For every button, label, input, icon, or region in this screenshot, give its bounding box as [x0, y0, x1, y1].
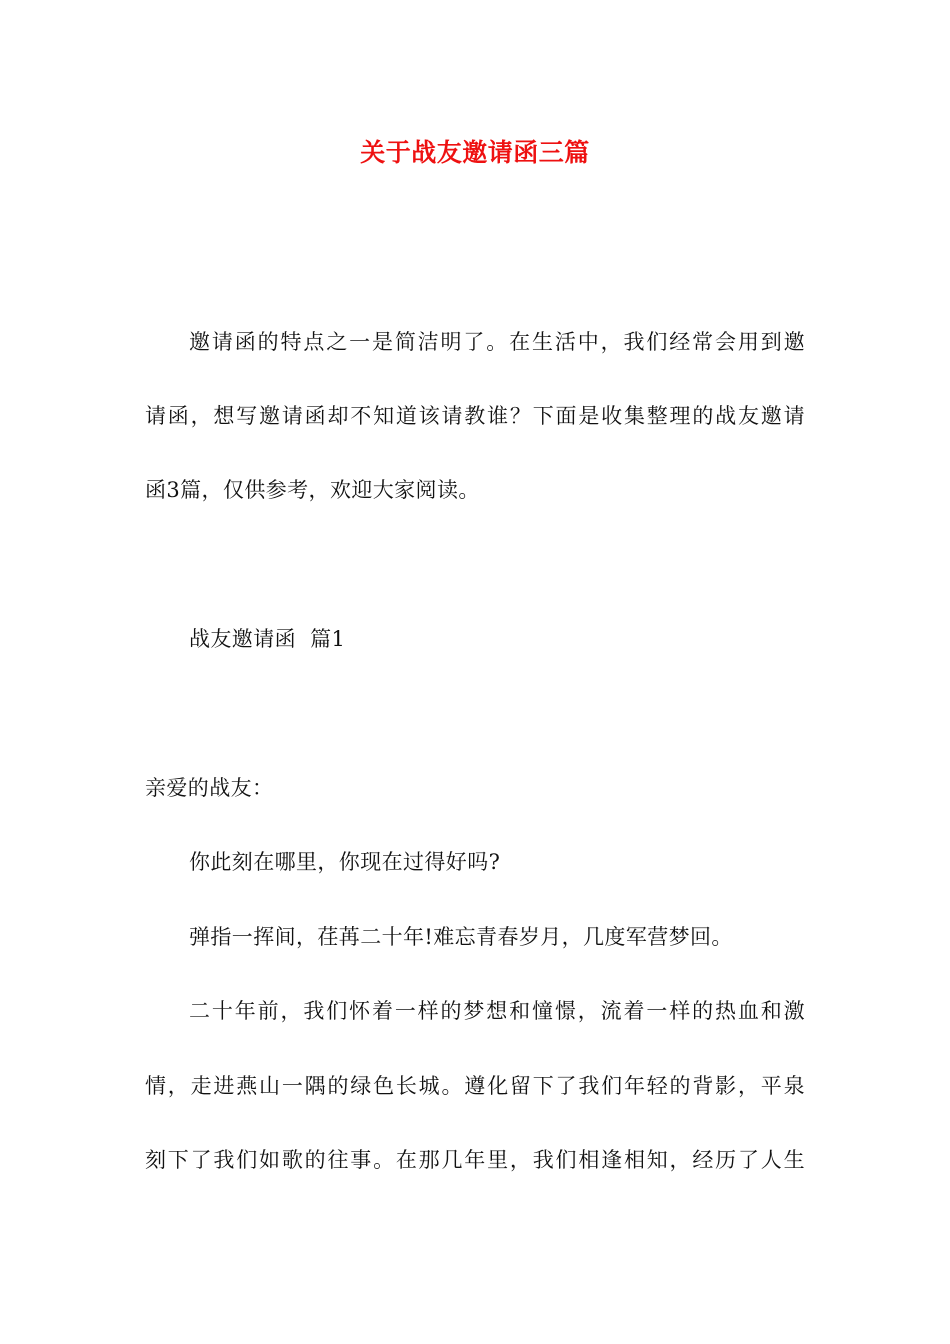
intro-line-1: 邀请函的特点之一是简洁明了。在生活中，我们经常会用到邀: [189, 330, 805, 354]
body-line-3: 二十年前，我们怀着一样的梦想和憧憬，流着一样的热血和激: [189, 999, 805, 1023]
body-line-4: 情，走进燕山一隅的绿色长城。遵化留下了我们年轻的背影，平泉: [145, 1074, 805, 1098]
salutation: 亲爱的战友：: [145, 776, 274, 800]
body-line-5: 刻下了我们如歌的往事。在那几年里，我们相逢相知，经历了人生: [145, 1148, 805, 1172]
intro-line-3: 函3篇，仅供参考，欢迎大家阅读。: [145, 478, 480, 502]
body-line-2: 弹指一挥间，荏苒二十年!难忘青春岁月，几度军营梦回。: [189, 925, 733, 949]
intro-line-2: 请函，想写邀请函却不知道该请教谁？下面是收集整理的战友邀请: [145, 404, 805, 428]
body-line-1: 你此刻在哪里，你现在过得好吗?: [189, 850, 501, 874]
section-heading: 战友邀请函 篇1: [189, 627, 346, 651]
document-title: 关于战友邀请函三篇: [360, 138, 590, 167]
